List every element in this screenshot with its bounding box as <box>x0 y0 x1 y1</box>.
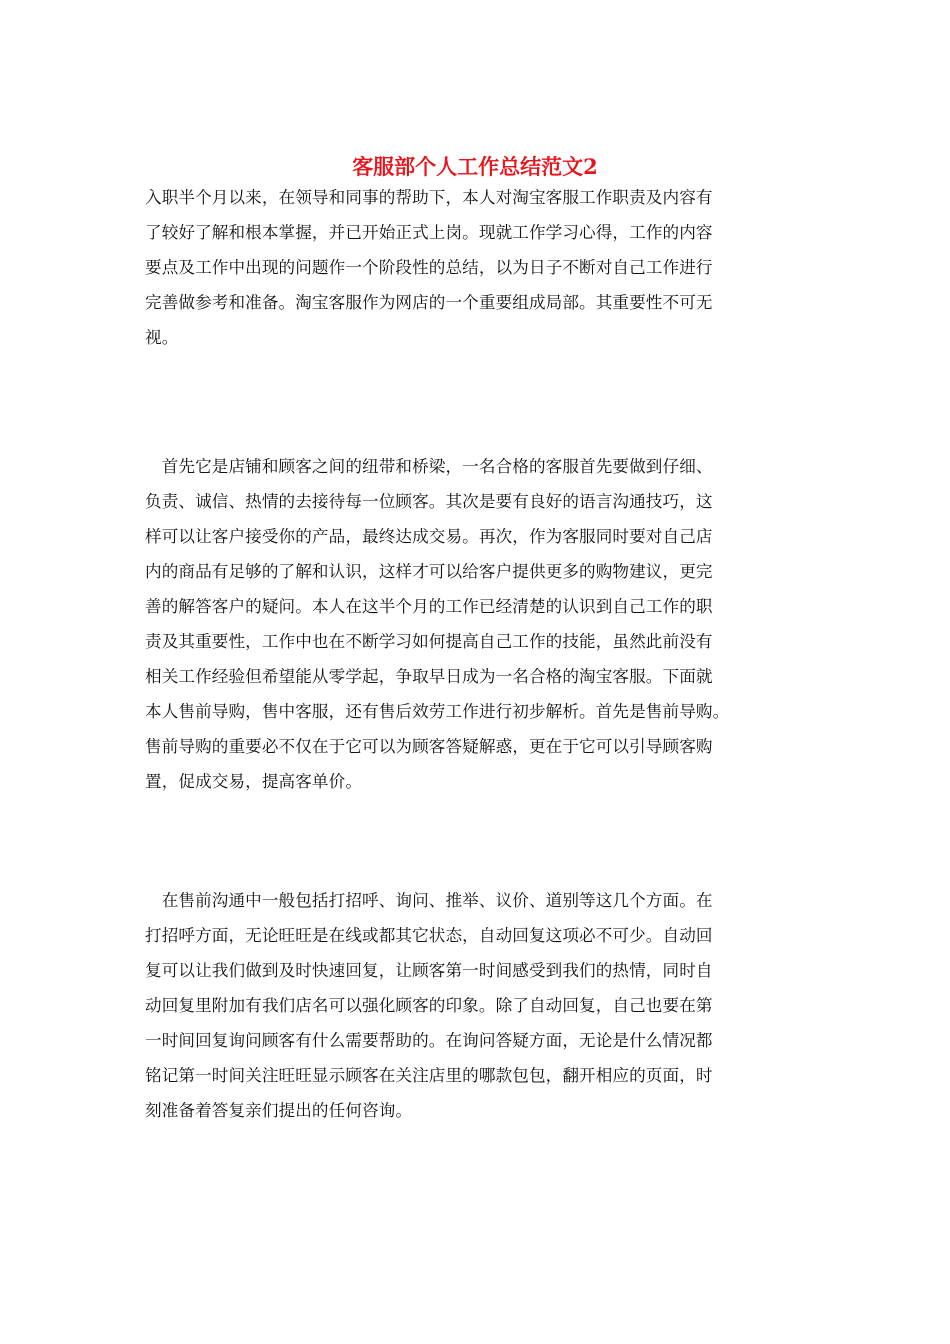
paragraph-line: 一时间回复询问顾客有什么需要帮助的。在询问答疑方面，无论是什么情况都 <box>145 1031 713 1050</box>
paragraph-line: 打招呼方面，无论旺旺是在线或都其它状态，自动回复这项必不可少。自动回 <box>145 926 713 945</box>
paragraph-line: 责及其重要性，工作中也在不断学习如何提高自己工作的技能，虽然此前没有 <box>145 632 713 651</box>
paragraph-1 <box>145 180 807 355</box>
paragraph-line: 相关工作经验但希望能从零学起，争取早日成为一名合格的淘宝客服。下面就 <box>145 667 713 686</box>
paragraph-line: 样可以让客户接受你的产品，最终达成交易。再次，作为客服同时要对自己店 <box>145 527 713 546</box>
paragraph-line: 在售前沟通中一般包括打招呼、询问、推举、议价、道别等这几个方面。在 <box>145 891 713 910</box>
paragraph-line: 动回复里附加有我们店名可以强化顾客的印象。除了自动回复，自己也要在第 <box>145 996 713 1015</box>
paragraph-line: 负责、诚信、热情的去接待每一位顾客。其次是要有良好的语言沟通技巧，这 <box>145 492 713 511</box>
paragraph-line: 置，促成交易，提高客单价。 <box>145 772 363 791</box>
paragraph-line: 要点及工作中出现的问题作一个阶段性的总结，以为日子不断对自己工作进行 <box>145 258 713 277</box>
paragraph-line: 内的商品有足够的了解和认识，这样才可以给客户提供更多的购物建议，更完 <box>145 562 713 581</box>
paragraph-line: 视。 <box>145 328 179 347</box>
paragraph-line: 铭记第一时间关注旺旺显示顾客在关注店里的哪款包包，翻开相应的页面，时 <box>145 1066 713 1085</box>
paragraph-line: 完善做参考和准备。淘宝客服作为网店的一个重要组成局部。其重要性不可无 <box>145 293 713 312</box>
paragraph-line: 首先它是店铺和顾客之间的纽带和桥梁，一名合格的客服首先要做到仔细、 <box>145 457 713 476</box>
paragraph-line: 入职半个月以来，在领导和同事的帮助下，本人对淘宝客服工作职责及内容有 <box>145 188 713 207</box>
paragraph-2 <box>145 449 807 799</box>
paragraph-3 <box>145 883 807 1128</box>
paragraph-line: 善的解答客户的疑问。本人在这半个月的工作已经清楚的认识到自己工作的职 <box>145 597 713 616</box>
paragraph-line: 刻准备着答复亲们提出的任何咨询。 <box>145 1101 413 1120</box>
paragraph-line: 售前导购的重要必不仅在于它可以为顾客答疑解惑，更在于它可以引导顾客购 <box>145 737 713 756</box>
document-title: 客服部个人工作总结范文2 <box>352 154 598 179</box>
paragraph-line: 本人售前导购，售中客服，还有售后效劳工作进行初步解析。首先是售前导购。 <box>145 702 730 721</box>
paragraph-line: 复可以让我们做到及时快速回复，让顾客第一时间感受到我们的热情，同时自 <box>145 961 713 980</box>
paragraph-line: 了较好了解和根本掌握，并已开始正式上岗。现就工作学习心得，工作的内容 <box>145 223 713 242</box>
